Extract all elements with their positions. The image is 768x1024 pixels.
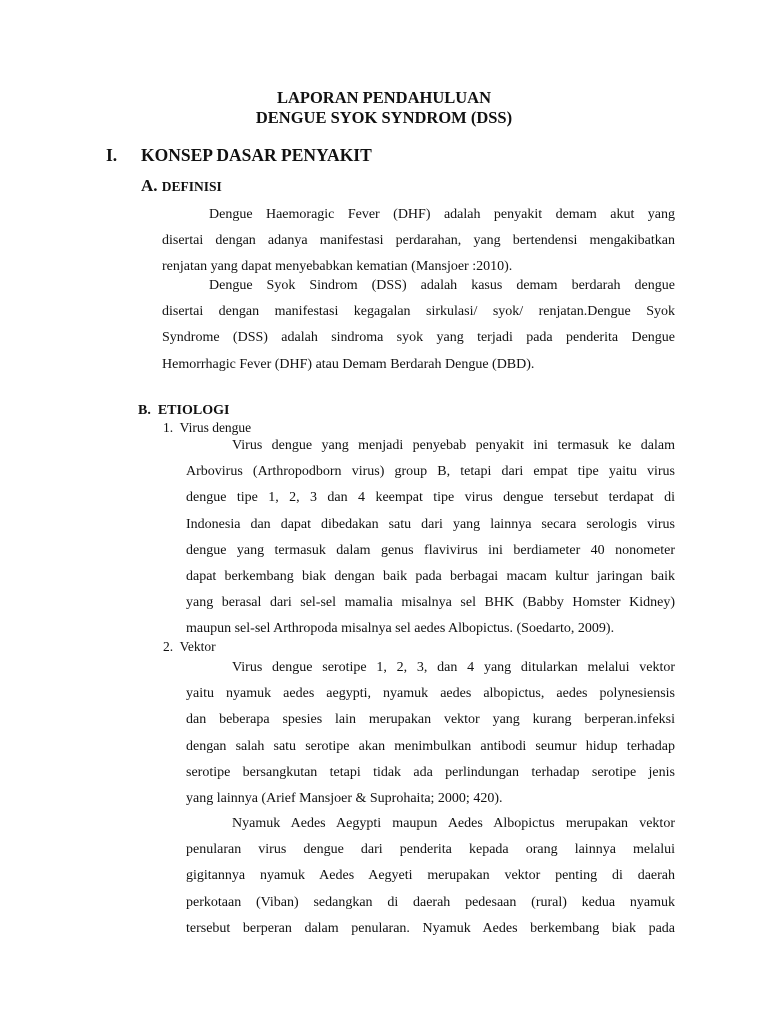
subsection-a-heading bbox=[141, 176, 222, 196]
virus-dengue-paragraph bbox=[186, 433, 675, 643]
text-line: dengue tipe 1, 2, 3 dan 4 keempat tipe virus dengue tersebut terdapat di bbox=[186, 490, 675, 506]
definisi-paragraph-2 bbox=[162, 273, 675, 378]
text-line: Indonesia dan dapat dibedakan satu dari yang lainnya secara serologis virus bbox=[186, 516, 675, 532]
document-title-line1: LAPORAN PENDAHULUAN bbox=[276, 88, 492, 107]
subsection-a-letter: A. bbox=[141, 176, 158, 195]
text-line: yang lainnya (Arief Mansjoer & Suprohaita; 2000; 420). bbox=[186, 790, 503, 806]
text-line: Virus dengue serotipe 1, 2, 3, dan 4 yang ditularkan melalui vektor bbox=[232, 660, 675, 675]
text-line: dengan salah satu serotipe akan menimbulkan antibodi seumur hidup terhadap bbox=[186, 738, 675, 754]
text-line: yaitu nyamuk aedes aegypti, nyamuk aedes albopictus, aedes polynesiensis bbox=[186, 686, 675, 702]
text-line: tersebut berperan dalam penularan. Nyamuk Aedes berkembang biak pada bbox=[186, 920, 675, 936]
text-line: Arbovirus (Arthropodborn virus) group B, tetapi dari empat tipe yaitu virus bbox=[186, 464, 675, 480]
text-line: dapat berkembang biak dengan baik pada berbagai macam kultur jaringan baik bbox=[186, 568, 675, 584]
text-line: perkotaan (Viban) sedangkan di daerah pedesaan (rural) kedua nyamuk bbox=[186, 894, 675, 910]
vektor-paragraph-1 bbox=[186, 655, 675, 812]
item-virus-dengue-label: 1. Virus dengue bbox=[163, 420, 252, 435]
text-line: Syndrome (DSS) adalah sindroma syok yang terjadi pada penderita Dengue bbox=[162, 330, 675, 346]
text-line: dan beberapa spesies lain merupakan vektor yang kurang berperan.infeksi bbox=[186, 712, 675, 728]
section-number: I. bbox=[106, 145, 118, 165]
section-title: KONSEP DASAR PENYAKIT bbox=[141, 145, 372, 165]
text-line: Dengue Haemoragic Fever (DHF) adalah penyakit demam akut yang bbox=[209, 207, 675, 222]
text-line: Dengue Syok Sindrom (DSS) adalah kasus demam berdarah dengue bbox=[209, 278, 675, 293]
vektor-paragraph-2 bbox=[186, 811, 675, 942]
text-line: Nyamuk Aedes Aegypti maupun Aedes Albopictus merupakan vektor bbox=[232, 816, 675, 831]
text-line: dengue yang termasuk dalam genus flavivirus ini berdiameter 40 nonometer bbox=[186, 542, 675, 558]
subsection-a-title: DEFINISI bbox=[161, 179, 222, 194]
document-title-line2: DENGUE SYOK SYNDROM (DSS) bbox=[255, 108, 513, 127]
text-line: renjatan yang dapat menyebabkan kematian (Mansjoer :2010). bbox=[162, 259, 513, 275]
text-line: penularan virus dengue dari penderita kepada orang lainnya melalui bbox=[186, 842, 675, 858]
text-line: yang berasal dari sel-sel mamalia misalnya sel BHK (Babby Homster Kidney) bbox=[186, 595, 675, 611]
text-line: disertai dengan manifestasi kegagalan sirkulasi/ syok/ renjatan.Dengue Syok bbox=[162, 304, 675, 320]
item-vektor-label: 2. Vektor bbox=[163, 639, 216, 654]
text-line: disertai dengan adanya manifestasi perdarahan, yang bertendensi mengakibatkan bbox=[162, 233, 675, 249]
subsection-b-heading: B. ETIOLOGI bbox=[138, 403, 230, 418]
text-line: Virus dengue yang menjadi penyebab penyakit ini termasuk ke dalam bbox=[232, 438, 675, 453]
text-line: maupun sel-sel Arthropoda misalnya sel aedes Albopictus. (Soedarto, 2009). bbox=[186, 621, 615, 637]
text-line: Hemorrhagic Fever (DHF) atau Demam Berdarah Dengue (DBD). bbox=[162, 356, 535, 372]
text-line: serotipe bersangkutan tetapi tidak ada perlindungan terhadap serotipe jenis bbox=[186, 764, 675, 780]
definisi-paragraph-1 bbox=[162, 202, 675, 281]
text-line: gigitannya nyamuk Aedes Aegyeti merupakan vektor penting di daerah bbox=[186, 868, 675, 884]
